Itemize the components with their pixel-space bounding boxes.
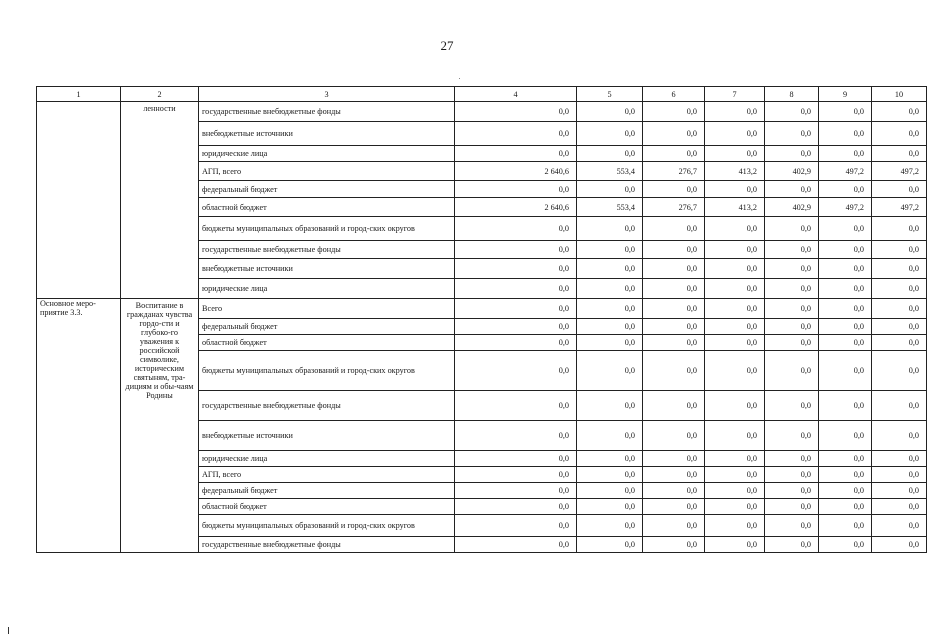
amount-cell: 0,0 xyxy=(577,499,643,515)
funding-source-label: государственные внебюджетные фонды xyxy=(199,102,455,122)
amount-cell: 0,0 xyxy=(643,483,705,499)
amount-cell: 0,0 xyxy=(819,217,872,241)
amount-cell: 0,0 xyxy=(455,241,577,259)
amount-cell: 0,0 xyxy=(819,122,872,146)
amount-cell: 0,0 xyxy=(643,181,705,198)
amount-cell: 402,9 xyxy=(765,162,819,181)
amount-cell: 0,0 xyxy=(643,217,705,241)
page-number: 27 xyxy=(440,38,454,53)
amount-cell: 0,0 xyxy=(819,483,872,499)
amount-cell: 0,0 xyxy=(705,102,765,122)
amount-cell: 0,0 xyxy=(872,319,927,335)
measure-name-cell: Основное меро-приятие 3.3. xyxy=(37,299,121,553)
amount-cell: 0,0 xyxy=(455,391,577,421)
amount-cell: 0,0 xyxy=(872,335,927,351)
amount-cell: 0,0 xyxy=(819,335,872,351)
funding-source-label: государственные внебюджетные фонды xyxy=(199,537,455,553)
column-header: 7 xyxy=(705,87,765,102)
amount-cell: 0,0 xyxy=(819,467,872,483)
amount-cell: 0,0 xyxy=(705,241,765,259)
amount-cell: 0,0 xyxy=(705,483,765,499)
funding-source-label: АГП, всего xyxy=(199,467,455,483)
amount-cell: 0,0 xyxy=(643,537,705,553)
amount-cell: 0,0 xyxy=(765,351,819,391)
measure-description-cell: Воспитание в гражданах чувства гордо-сти и глубоко-го уважения к российской символике, историческим святыням, тра-дициям и обы-чаям Родины xyxy=(121,299,199,553)
column-header: 2 xyxy=(121,87,199,102)
amount-cell: 0,0 xyxy=(705,299,765,319)
amount-cell: 0,0 xyxy=(765,451,819,467)
amount-cell: 0,0 xyxy=(455,102,577,122)
amount-cell: 276,7 xyxy=(643,198,705,217)
amount-cell: 0,0 xyxy=(872,181,927,198)
amount-cell: 0,0 xyxy=(765,319,819,335)
amount-cell: 0,0 xyxy=(765,299,819,319)
amount-cell: 0,0 xyxy=(872,217,927,241)
amount-cell: 0,0 xyxy=(643,499,705,515)
amount-cell: 0,0 xyxy=(577,217,643,241)
amount-cell: 0,0 xyxy=(577,421,643,451)
amount-cell: 0,0 xyxy=(872,102,927,122)
funding-source-label: внебюджетные источники xyxy=(199,421,455,451)
amount-cell: 0,0 xyxy=(819,351,872,391)
amount-cell: 0,0 xyxy=(765,467,819,483)
amount-cell: 497,2 xyxy=(819,198,872,217)
amount-cell: 0,0 xyxy=(705,217,765,241)
amount-cell: 0,0 xyxy=(765,421,819,451)
funding-source-label: федеральный бюджет xyxy=(199,181,455,198)
amount-cell: 0,0 xyxy=(872,483,927,499)
amount-cell: 0,0 xyxy=(705,351,765,391)
amount-cell: 0,0 xyxy=(577,537,643,553)
amount-cell: 0,0 xyxy=(643,391,705,421)
column-header: 6 xyxy=(643,87,705,102)
budget-table xyxy=(36,86,927,553)
amount-cell: 0,0 xyxy=(765,515,819,537)
funding-source-label: бюджеты муниципальных образований и город-ских округов xyxy=(199,351,455,391)
column-header: 9 xyxy=(819,87,872,102)
amount-cell: 0,0 xyxy=(577,515,643,537)
amount-cell: 0,0 xyxy=(643,299,705,319)
amount-cell: 0,0 xyxy=(705,335,765,351)
amount-cell: 0,0 xyxy=(643,335,705,351)
amount-cell: 0,0 xyxy=(765,483,819,499)
amount-cell: 413,2 xyxy=(705,162,765,181)
amount-cell: 0,0 xyxy=(872,299,927,319)
funding-source-label: федеральный бюджет xyxy=(199,483,455,499)
amount-cell: 0,0 xyxy=(819,421,872,451)
amount-cell: 0,0 xyxy=(819,259,872,279)
funding-source-label: бюджеты муниципальных образований и город-ских округов xyxy=(199,515,455,537)
amount-cell: 0,0 xyxy=(705,181,765,198)
amount-cell: 0,0 xyxy=(872,241,927,259)
amount-cell: 0,0 xyxy=(455,451,577,467)
amount-cell: 0,0 xyxy=(705,515,765,537)
amount-cell: 0,0 xyxy=(577,319,643,335)
amount-cell: 0,0 xyxy=(455,279,577,299)
amount-cell: 0,0 xyxy=(705,499,765,515)
amount-cell: 0,0 xyxy=(705,319,765,335)
amount-cell: 0,0 xyxy=(872,499,927,515)
amount-cell: 0,0 xyxy=(455,515,577,537)
amount-cell: 0,0 xyxy=(705,259,765,279)
funding-source-label: бюджеты муниципальных образований и город-ских округов xyxy=(199,217,455,241)
amount-cell: 497,2 xyxy=(819,162,872,181)
amount-cell: 0,0 xyxy=(765,122,819,146)
table-row xyxy=(37,299,927,319)
funding-source-label: внебюджетные источники xyxy=(199,259,455,279)
amount-cell: 402,9 xyxy=(765,198,819,217)
amount-cell: 553,4 xyxy=(577,198,643,217)
amount-cell: 0,0 xyxy=(705,537,765,553)
amount-cell: 0,0 xyxy=(455,146,577,162)
amount-cell: 0,0 xyxy=(872,259,927,279)
amount-cell: 0,0 xyxy=(643,241,705,259)
column-header: 5 xyxy=(577,87,643,102)
amount-cell: 0,0 xyxy=(577,181,643,198)
column-header: 3 xyxy=(199,87,455,102)
amount-cell: 0,0 xyxy=(455,467,577,483)
amount-cell: 0,0 xyxy=(765,259,819,279)
amount-cell: 0,0 xyxy=(765,391,819,421)
amount-cell: 0,0 xyxy=(643,351,705,391)
amount-cell: 0,0 xyxy=(819,319,872,335)
amount-cell: 0,0 xyxy=(872,279,927,299)
funding-source-label: внебюджетные источники xyxy=(199,122,455,146)
amount-cell: 0,0 xyxy=(643,319,705,335)
column-header: 10 xyxy=(872,87,927,102)
amount-cell: 276,7 xyxy=(643,162,705,181)
amount-cell: 0,0 xyxy=(872,515,927,537)
amount-cell: 0,0 xyxy=(872,467,927,483)
amount-cell: 0,0 xyxy=(577,451,643,467)
amount-cell: 0,0 xyxy=(577,391,643,421)
funding-source-label: государственные внебюджетные фонды xyxy=(199,241,455,259)
amount-cell: 0,0 xyxy=(819,146,872,162)
amount-cell: 0,0 xyxy=(455,537,577,553)
amount-cell: 0,0 xyxy=(765,279,819,299)
scan-mark xyxy=(8,627,9,634)
amount-cell: 0,0 xyxy=(455,217,577,241)
funding-source-label: областной бюджет xyxy=(199,198,455,217)
amount-cell: 0,0 xyxy=(643,122,705,146)
amount-cell: 0,0 xyxy=(455,499,577,515)
table-row xyxy=(37,102,927,122)
amount-cell: 0,0 xyxy=(577,483,643,499)
amount-cell: 0,0 xyxy=(577,299,643,319)
amount-cell: 0,0 xyxy=(705,279,765,299)
funding-source-label: государственные внебюджетные фонды xyxy=(199,391,455,421)
amount-cell: 0,0 xyxy=(643,146,705,162)
amount-cell: 553,4 xyxy=(577,162,643,181)
amount-cell: 0,0 xyxy=(765,499,819,515)
column-number-row xyxy=(37,87,927,102)
amount-cell: 0,0 xyxy=(819,515,872,537)
amount-cell: 0,0 xyxy=(455,351,577,391)
amount-cell: 0,0 xyxy=(455,483,577,499)
amount-cell: 0,0 xyxy=(765,217,819,241)
column-header: 8 xyxy=(765,87,819,102)
amount-cell: 0,0 xyxy=(705,451,765,467)
amount-cell: 0,0 xyxy=(643,102,705,122)
amount-cell: 0,0 xyxy=(872,537,927,553)
amount-cell: 0,0 xyxy=(872,421,927,451)
amount-cell: 0,0 xyxy=(872,351,927,391)
amount-cell: 0,0 xyxy=(455,122,577,146)
funding-source-label: юридические лица xyxy=(199,451,455,467)
measure-description-cell: ленности xyxy=(121,102,199,299)
funding-source-label: АГП, всего xyxy=(199,162,455,181)
amount-cell: 0,0 xyxy=(577,351,643,391)
amount-cell: 0,0 xyxy=(455,299,577,319)
amount-cell: 0,0 xyxy=(643,259,705,279)
amount-cell: 0,0 xyxy=(643,515,705,537)
amount-cell: 0,0 xyxy=(577,122,643,146)
amount-cell: 0,0 xyxy=(455,319,577,335)
amount-cell: 497,2 xyxy=(872,198,927,217)
funding-source-label: федеральный бюджет xyxy=(199,319,455,335)
scan-dot xyxy=(459,78,460,79)
amount-cell: 0,0 xyxy=(705,146,765,162)
amount-cell: 0,0 xyxy=(819,299,872,319)
amount-cell: 0,0 xyxy=(577,467,643,483)
amount-cell: 0,0 xyxy=(765,102,819,122)
funding-source-label: областной бюджет xyxy=(199,335,455,351)
amount-cell: 0,0 xyxy=(872,146,927,162)
amount-cell: 0,0 xyxy=(577,259,643,279)
amount-cell: 0,0 xyxy=(455,259,577,279)
amount-cell: 0,0 xyxy=(577,146,643,162)
amount-cell: 0,0 xyxy=(577,279,643,299)
amount-cell: 0,0 xyxy=(643,279,705,299)
amount-cell: 0,0 xyxy=(577,241,643,259)
amount-cell: 0,0 xyxy=(765,241,819,259)
amount-cell: 0,0 xyxy=(819,181,872,198)
amount-cell: 0,0 xyxy=(577,102,643,122)
amount-cell: 0,0 xyxy=(872,122,927,146)
amount-cell: 0,0 xyxy=(765,181,819,198)
amount-cell: 0,0 xyxy=(455,181,577,198)
amount-cell: 0,0 xyxy=(819,391,872,421)
column-header: 4 xyxy=(455,87,577,102)
amount-cell: 0,0 xyxy=(455,335,577,351)
amount-cell: 0,0 xyxy=(765,335,819,351)
amount-cell: 0,0 xyxy=(819,451,872,467)
funding-source-label: юридические лица xyxy=(199,146,455,162)
column-header: 1 xyxy=(37,87,121,102)
amount-cell: 0,0 xyxy=(577,335,643,351)
amount-cell: 0,0 xyxy=(872,451,927,467)
funding-source-label: юридические лица xyxy=(199,279,455,299)
amount-cell: 0,0 xyxy=(455,421,577,451)
amount-cell: 0,0 xyxy=(705,421,765,451)
amount-cell: 0,0 xyxy=(872,391,927,421)
amount-cell: 0,0 xyxy=(705,391,765,421)
amount-cell: 2 640,6 xyxy=(455,162,577,181)
amount-cell: 0,0 xyxy=(643,467,705,483)
amount-cell: 497,2 xyxy=(872,162,927,181)
funding-source-label: Всего xyxy=(199,299,455,319)
amount-cell: 0,0 xyxy=(643,451,705,467)
measure-name-cell xyxy=(37,102,121,299)
amount-cell: 0,0 xyxy=(705,122,765,146)
amount-cell: 0,0 xyxy=(765,146,819,162)
amount-cell: 0,0 xyxy=(819,499,872,515)
funding-source-label: областной бюджет xyxy=(199,499,455,515)
amount-cell: 0,0 xyxy=(643,421,705,451)
amount-cell: 0,0 xyxy=(765,537,819,553)
amount-cell: 0,0 xyxy=(819,241,872,259)
amount-cell: 2 640,6 xyxy=(455,198,577,217)
amount-cell: 413,2 xyxy=(705,198,765,217)
amount-cell: 0,0 xyxy=(819,537,872,553)
amount-cell: 0,0 xyxy=(819,279,872,299)
amount-cell: 0,0 xyxy=(705,467,765,483)
amount-cell: 0,0 xyxy=(819,102,872,122)
